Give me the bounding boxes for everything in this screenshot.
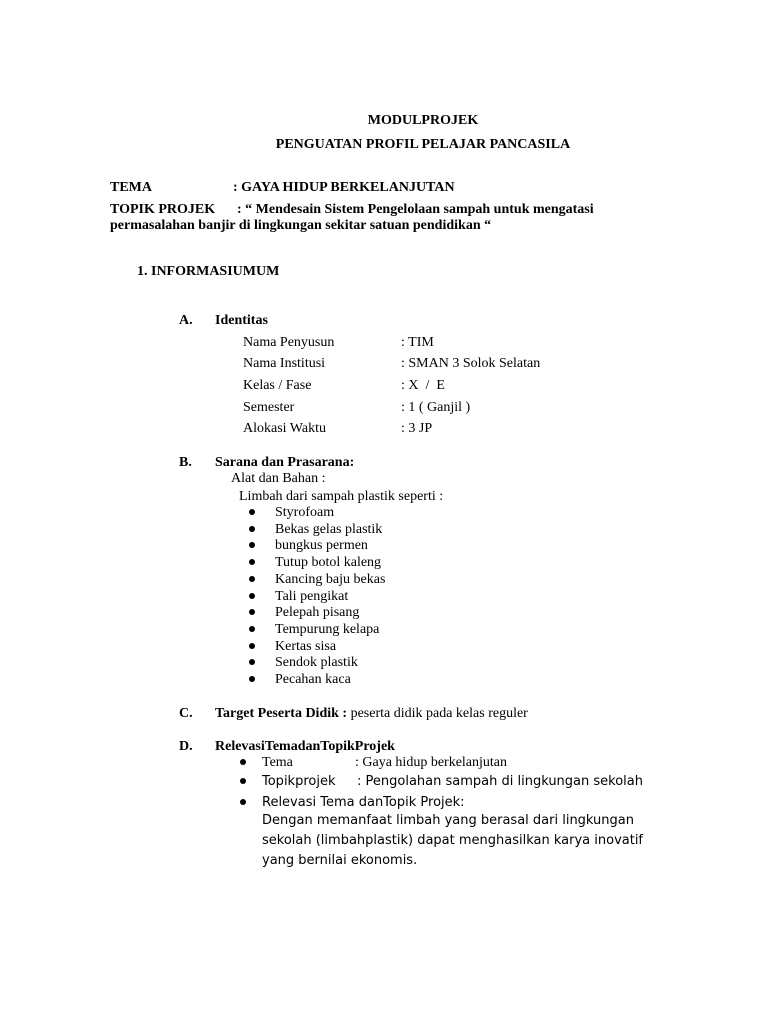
relevasi-letter: D. (179, 739, 193, 754)
sarana-list-item: Sendok plastik (275, 655, 358, 670)
sarana-letter: B. (179, 455, 192, 470)
sarana-list-item: Kancing baju bekas (275, 572, 386, 587)
bullet-icon (249, 593, 255, 599)
sarana-list-item: Pecahan kaca (275, 672, 351, 687)
sarana-list-item: Tali pengikat (275, 589, 349, 604)
identitas-label: Alokasi Waktu (243, 421, 326, 436)
relevasi-paragraph-line: Dengan memanfaat limbah yang berasal dari lingkungan (262, 813, 634, 828)
topik-label: TOPIK PROJEK (110, 202, 216, 217)
relevasi-item-value: : Gaya hidup berkelanjutan (355, 755, 508, 770)
bullet-icon (249, 659, 255, 665)
sarana-list-item: Pelepah pisang (275, 605, 360, 620)
topik-value-line2: permasalahan banjir di lingkungan sekitar satuan pendidikan “ (110, 218, 492, 233)
identitas-label: Kelas / Fase (243, 378, 312, 393)
sarana-heading: Sarana dan Prasarana: (215, 455, 355, 470)
topik-value-line1: : “ Mendesain Sistem Pengelolaan sampah untuk mengatasi (237, 202, 594, 217)
relevasi-item-label: Topikprojek (262, 774, 336, 789)
identitas-label: Semester (243, 400, 295, 415)
bullet-icon (240, 799, 246, 805)
identitas-value: : 3 JP (401, 421, 433, 436)
bullet-icon (249, 626, 255, 632)
target-line (215, 706, 528, 722)
bullet-icon (249, 509, 255, 515)
target-heading: Target Peserta Didik : (215, 706, 348, 721)
sarana-sub-alat-bahan: Alat dan Bahan : (231, 471, 326, 486)
identitas-label: Nama Institusi (243, 356, 326, 371)
target-value: peserta didik pada kelas reguler (347, 706, 528, 721)
target-letter: C. (179, 706, 193, 721)
sarana-list-item: Tutup botol kaleng (275, 555, 382, 570)
identitas-value: : TIM (401, 335, 434, 350)
relevasi-item-value: : Pengolahan sampah di lingkungan sekolah (357, 774, 643, 789)
tema-label: TEMA (110, 180, 152, 195)
sarana-list-item: Kertas sisa (275, 639, 337, 654)
relevasi-item-label: Tema (262, 755, 293, 770)
document-title: MODULPROJEK (367, 113, 479, 128)
tema-value: : GAYA HIDUP BERKELANJUTAN (233, 180, 455, 195)
identitas-label: Nama Penyusun (243, 335, 335, 350)
bullet-icon (249, 643, 255, 649)
bullet-icon (240, 759, 246, 765)
identitas-value: : SMAN 3 Solok Selatan (401, 356, 541, 371)
relevasi-heading: RelevasiTemadanTopikProjek (215, 739, 395, 754)
identitas-heading: Identitas (215, 313, 268, 328)
bullet-icon (240, 778, 246, 784)
bullet-icon (249, 676, 255, 682)
identitas-value: : 1 ( Ganjil ) (401, 400, 471, 415)
sarana-list-item: Bekas gelas plastik (275, 522, 383, 537)
sarana-list-item: bungkus permen (275, 538, 368, 553)
sarana-list-item: Styrofoam (275, 505, 335, 520)
bullet-icon (249, 526, 255, 532)
bullet-icon (249, 542, 255, 548)
sarana-sub-limbah: Limbah dari sampah plastik seperti : (239, 489, 444, 504)
bullet-icon (249, 559, 255, 565)
document-subtitle: PENGUATAN PROFIL PELAJAR PANCASILA (275, 137, 571, 152)
relevasi-paragraph-line: sekolah (limbahplastik) dapat menghasilkan karya inovatif (262, 833, 644, 848)
identitas-letter: A. (179, 313, 193, 328)
section-heading-informasi-umum: 1. INFORMASIUMUM (137, 264, 280, 279)
bullet-icon (249, 609, 255, 615)
sarana-list-item: Tempurung kelapa (275, 622, 380, 637)
identitas-value: : X / E (401, 378, 445, 393)
relevasi-paragraph-line: yang bernilai ekonomis. (262, 853, 418, 868)
bullet-icon (249, 576, 255, 582)
relevasi-item-label: Relevasi Tema danTopik Projek: (262, 795, 465, 810)
